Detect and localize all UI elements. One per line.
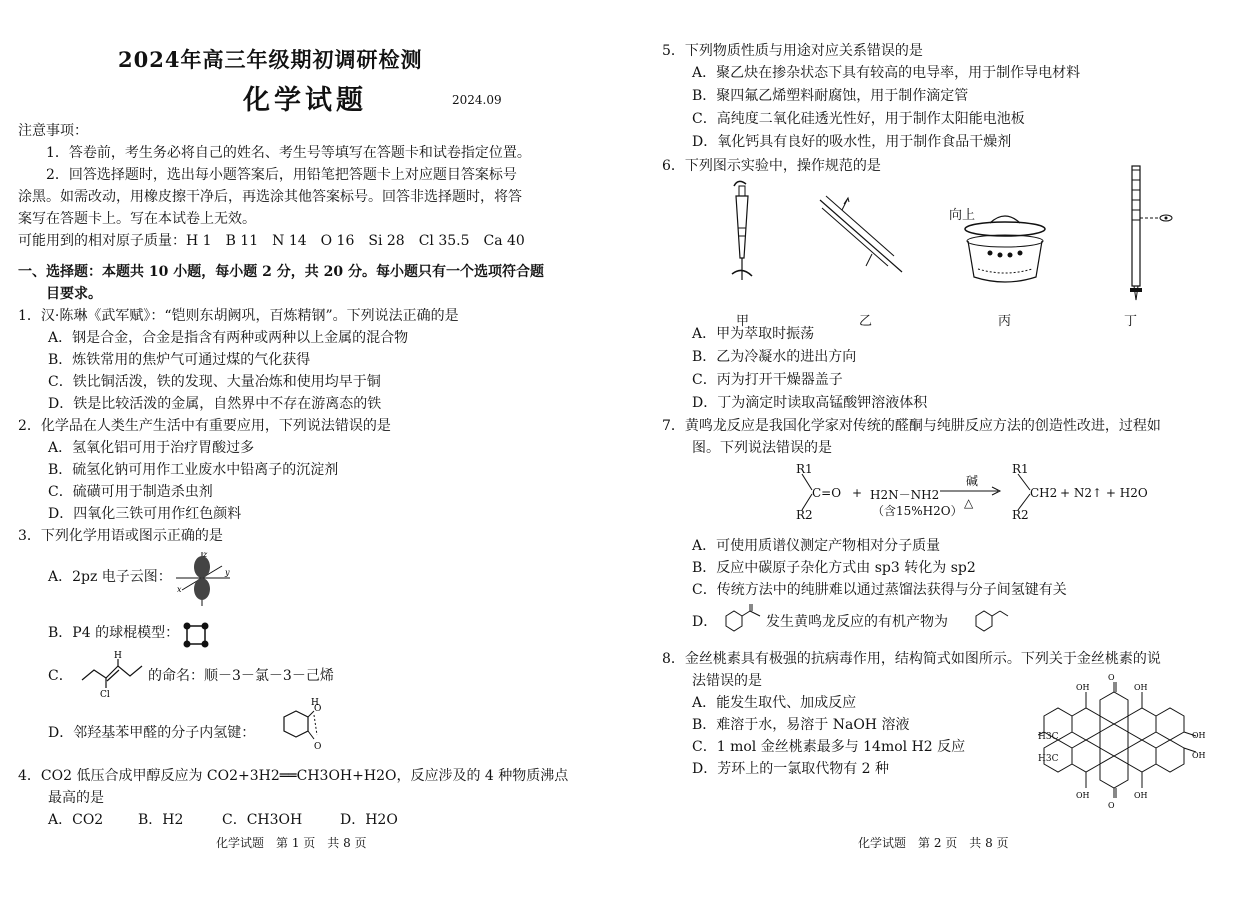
r1-product-label: R1	[1012, 462, 1029, 476]
reaction-arrow	[940, 486, 1002, 496]
question-8-option-a: A．能发生取代、加成反应	[692, 695, 857, 711]
question-3-option-c-prefix: C．	[48, 668, 73, 684]
figure-caption-ding: 丁	[1124, 314, 1138, 329]
question-6-option-a: A．甲为萃取时振荡	[692, 326, 815, 342]
question-8-option-c: C．1 mol 金丝桃素最多与 14mol H2 反应	[692, 739, 966, 755]
hydrazine-label: H2N－NH2	[870, 488, 940, 502]
condenser-figure	[812, 190, 912, 280]
pz-orbital-figure	[172, 548, 232, 608]
svg-text:H: H	[311, 698, 319, 708]
question-6-option-c: C．丙为打开干燥器盖子	[692, 372, 843, 388]
question-7-option-a: A．可使用质谱仪测定产物相对分子质量	[692, 538, 941, 554]
question-5-stem: 5．下列物质性质与用途对应关系错误的是	[662, 43, 923, 59]
page-2	[640, 0, 1243, 900]
notice-line: 2．回答选择题时，选出每小题答案后，用铅笔把答题卡上对应题目答案标号	[46, 167, 517, 183]
oh-label: OH	[1134, 791, 1148, 800]
notice-line: 涂黑。如需改动，用橡皮擦干净后，再选涂其他答案标号。回答非选择题时，将答	[18, 189, 522, 205]
question-3-option-b: B．P4 的球棍模型：	[48, 625, 180, 641]
burette-figure	[1118, 160, 1178, 310]
question-1-option-b: B．炼铁常用的焦炉气可通过煤的气化获得	[48, 352, 311, 368]
svg-text:O: O	[314, 704, 322, 714]
question-2-option-d: D．四氧化三铁可用作红色颜料	[48, 506, 242, 522]
up-direction-label: 向上	[949, 208, 976, 223]
question-4-option-a: A．CO2	[48, 812, 104, 828]
question-4-stem: 4．CO2 低压合成甲醇反应为 CO2+3H2══CH3OH+H2O，反应涉及的 4 种物质沸点	[18, 768, 569, 784]
oh-label: OH	[1192, 731, 1206, 740]
methyl-label: H3C	[1038, 732, 1059, 742]
figure-caption-bing: 丙	[998, 314, 1012, 329]
ethylbenzene-figure	[970, 602, 1010, 636]
axis-z-label: z	[203, 550, 208, 559]
hypericin-structure-figure	[1038, 668, 1210, 824]
axis-y-label: y	[225, 568, 230, 577]
notice-line: 案写在答题卡上。写在本试卷上无效。	[18, 211, 256, 227]
question-1-option-d: D．铁是比较活泼的金属，自然界中不存在游离态的铁	[48, 396, 382, 412]
salicylaldehyde-figure	[268, 697, 328, 755]
figure-caption-jia: 甲	[736, 314, 750, 329]
wolff-kishner-reaction	[790, 460, 1148, 522]
question-4-stem-2: 最高的是	[48, 790, 104, 806]
oh-label: OH	[1192, 751, 1206, 760]
question-8-stem-2: 法错误的是	[692, 673, 762, 689]
question-1-stem: 1．汉·陈琳《武军赋》：“铠则东胡阙巩，百炼精钢”。下列说法正确的是	[18, 308, 459, 324]
question-5-option-d: D．氧化钙具有良好的吸水性，用于制作食品干燥剂	[692, 134, 1012, 150]
methyl-label: H3C	[1038, 754, 1059, 764]
exam-date: 2024.09	[452, 93, 502, 107]
carbonyl-o-bottom: O	[1108, 801, 1115, 810]
products-label: + N2↑ + H2O	[1060, 486, 1148, 500]
p4-ball-stick-figure	[181, 620, 211, 650]
question-4-option-b: B．H2	[138, 812, 184, 828]
atomic-mass-line: 可能用到的相对原子质量：H 1 B 11 N 14 O 16 Si 28 Cl 35.5 Ca 40	[18, 233, 525, 249]
section-heading: 一、选择题：本题共 10 小题，每小题 2 分，共 20 分。每小题只有一个选项符合题	[18, 264, 544, 280]
hexene-structure-figure	[78, 650, 146, 698]
question-2-option-c: C．硫磺可用于制造杀虫剂	[48, 484, 213, 500]
r2-product-label: R2	[1012, 508, 1029, 522]
question-7-stem-2: 图。下列说法错误的是	[692, 440, 832, 456]
question-5-option-c: C．高纯度二氧化硅透光性好，用于制作太阳能电池板	[692, 111, 1025, 127]
r2-label: R2	[796, 508, 813, 522]
notice-line: 1．答卷前，考生务必将自己的姓名、考生号等填写在答题卡和试卷指定位置。	[46, 145, 531, 161]
axis-x-label: x	[177, 585, 182, 594]
question-8-stem: 8．金丝桃素具有极强的抗病毒作用，结构简式如图所示。下列关于金丝桃素的说	[662, 651, 1161, 667]
question-8-option-b: B．难溶于水，易溶于 NaOH 溶液	[692, 717, 910, 733]
question-3-option-a: A．2pz 电子云图：	[48, 569, 172, 585]
page-1	[0, 0, 600, 900]
question-7-option-d-text: 发生黄鸣龙反应的有机产物为	[766, 614, 948, 630]
exam-subtitle: 化学试题	[243, 85, 367, 116]
hydrogen-label: H	[114, 651, 122, 661]
question-5-option-b: B．聚四氟乙烯塑料耐腐蚀，用于制作滴定管	[692, 88, 969, 104]
notice-heading: 注意事项：	[18, 123, 88, 139]
question-7-stem: 7．黄鸣龙反应是我国化学家对传统的醛酮与纯肼反应方法的创造性改进，过程如	[662, 418, 1161, 434]
question-7-option-d-prefix: D．	[692, 614, 718, 630]
plus-label: +	[852, 486, 863, 500]
question-2-option-b: B．硫氢化钠可用作工业废水中铅离子的沉淀剂	[48, 462, 339, 478]
question-3-option-c-text: 的命名：顺－3－氯－3－己烯	[148, 668, 334, 684]
question-2-option-a: A．氢氧化铝可用于治疗胃酸过多	[48, 440, 255, 456]
heat-label: △	[964, 496, 974, 510]
question-4-option-d: D．H2O	[340, 812, 398, 828]
oh-label: OH	[1134, 683, 1148, 692]
water-note-label: （含15%H2O）	[872, 504, 963, 518]
question-3-option-d: D．邻羟基苯甲醛的分子内氢键：	[48, 725, 256, 741]
carbonyl-o-top: O	[1108, 673, 1115, 682]
base-label: 碱	[966, 474, 979, 488]
question-8-option-d: D．芳环上的一氯取代物有 2 种	[692, 761, 890, 777]
question-6-stem: 6．下列图示实验中，操作规范的是	[662, 158, 881, 174]
chlorine-label: Cl	[100, 690, 110, 698]
question-6-option-d: D．丁为滴定时读取高锰酸钾溶液体积	[692, 395, 928, 411]
oh-label: OH	[1076, 683, 1090, 692]
question-3-stem: 3．下列化学用语或图示正确的是	[18, 528, 223, 544]
page-2-footer: 化学试题 第 2 页 共 8 页	[858, 836, 1009, 850]
question-7-option-c: C．传统方法中的纯肼难以通过蒸馏法获得与分子间氢键有关	[692, 582, 1067, 598]
oh-label: OH	[1076, 791, 1090, 800]
question-2-stem: 2．化学品在人类生产生活中有重要应用，下列说法错误的是	[18, 418, 391, 434]
page-1-footer: 化学试题 第 1 页 共 8 页	[216, 836, 367, 850]
section-heading: 目要求。	[46, 286, 102, 302]
question-6-option-b: B．乙为冷凝水的进出方向	[692, 349, 857, 365]
acetophenone-figure	[720, 602, 764, 636]
carbonyl-label: C=O	[812, 486, 842, 500]
question-1-option-a: A．钢是合金，合金是指含有两种或两种以上金属的混合物	[48, 330, 409, 346]
ch2-label: CH2	[1030, 486, 1058, 500]
separatory-funnel-figure	[722, 178, 762, 298]
exam-title: 2024年高三年级期初调研检测	[118, 47, 423, 72]
question-4-option-c: C．CH3OH	[222, 812, 303, 828]
r1-label: R1	[796, 462, 813, 476]
figure-caption-yi: 乙	[859, 314, 873, 329]
question-1-option-c: C．铁比铜活泼，铁的发现、大量冶炼和使用均早于铜	[48, 374, 381, 390]
svg-text:O: O	[314, 742, 322, 752]
question-7-option-b: B．反应中碳原子杂化方式由 sp3 转化为 sp2	[692, 560, 976, 576]
question-5-option-a: A．聚乙炔在掺杂状态下具有较高的电导率，用于制作导电材料	[692, 65, 1081, 81]
